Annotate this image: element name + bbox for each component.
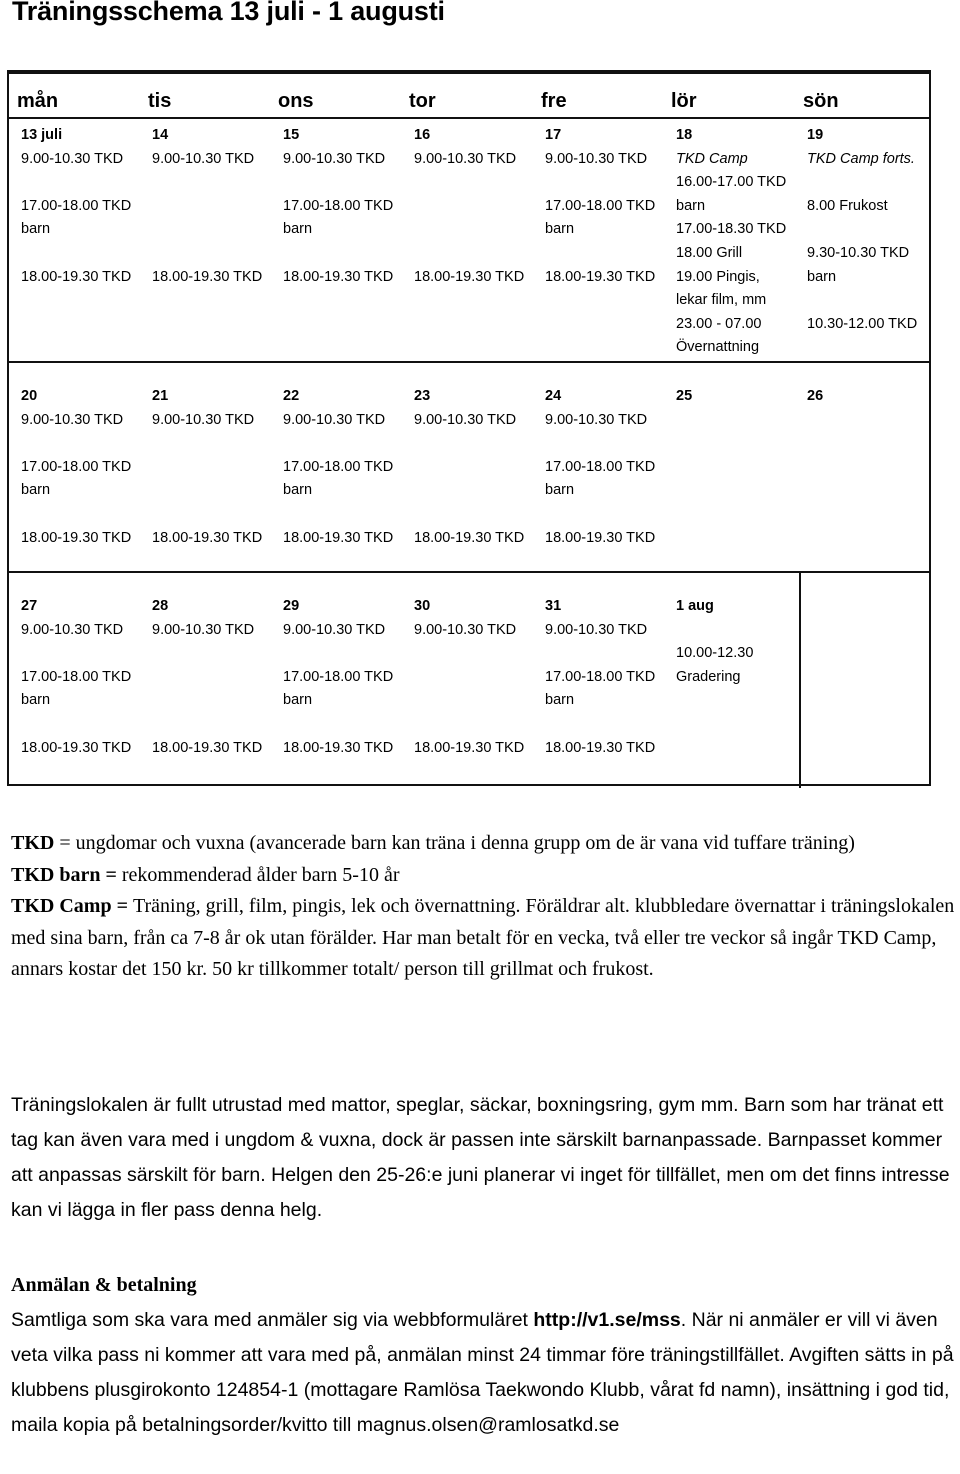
day-header-sat: lör xyxy=(671,90,697,112)
session-line xyxy=(152,195,262,219)
session-line: barn xyxy=(676,197,706,214)
session-line xyxy=(807,289,917,313)
session-line: 18.00-19.30 TKD xyxy=(152,529,263,546)
day-date: 20 xyxy=(21,388,38,404)
session-line: barn xyxy=(545,221,575,238)
session-line xyxy=(21,503,131,527)
session-line xyxy=(283,171,393,195)
session-line: 9.00-10.30 TKD xyxy=(152,411,255,428)
session-line xyxy=(152,432,262,456)
week-divider xyxy=(9,571,929,573)
legend-camp xyxy=(11,891,956,986)
day-cell xyxy=(545,124,655,289)
session-line xyxy=(152,689,262,713)
day-cell xyxy=(152,595,262,760)
session-line xyxy=(414,713,524,737)
session-line xyxy=(152,642,262,666)
day-cell xyxy=(545,595,655,760)
session-line: TKD Camp xyxy=(676,150,748,167)
session-line xyxy=(414,642,524,666)
day-cell xyxy=(414,124,524,289)
day-cell xyxy=(676,385,692,409)
day-cell xyxy=(807,385,823,409)
session-line: 9.00-10.30 TKD xyxy=(283,621,386,638)
day-date: 29 xyxy=(283,598,300,614)
legend-tkd-def: = ungdomar och vuxna (avancerade barn kan träna i denna grupp om de är vana vid tuffare träning) xyxy=(54,832,855,854)
legend-tkd-term: TKD xyxy=(11,832,55,854)
session-line: 10.30-12.00 TKD xyxy=(807,315,918,332)
session-line: 9.00-10.30 TKD xyxy=(152,150,255,167)
day-date: 18 xyxy=(676,127,693,143)
registration-info xyxy=(11,1303,956,1443)
session-line xyxy=(152,503,262,527)
session-line: 17.00-18.30 TKD xyxy=(676,221,787,238)
session-line xyxy=(414,479,524,503)
session-line: barn xyxy=(545,692,575,709)
registration-heading: Anmälan & betalning xyxy=(11,1274,197,1296)
session-line: 9.00-10.30 TKD xyxy=(283,411,386,428)
session-line: 9.00-10.30 TKD xyxy=(545,150,648,167)
session-line xyxy=(152,456,262,480)
session-line xyxy=(807,171,917,195)
day-cell xyxy=(414,385,524,550)
session-line: 8.00 Frukost xyxy=(807,197,888,214)
session-line xyxy=(283,713,393,737)
session-line xyxy=(414,689,524,713)
session-line: 17.00-18.00 TKD xyxy=(21,458,132,475)
header-divider xyxy=(9,117,929,119)
registration-text-before: Samtliga som ska vara med anmäler sig via webbformuläret xyxy=(11,1309,534,1331)
session-line: lekar film, mm xyxy=(676,292,767,309)
day-cell xyxy=(21,124,131,289)
schedule-table xyxy=(7,70,931,786)
day-date: 31 xyxy=(545,598,562,614)
day-cell xyxy=(545,385,655,550)
registration-link[interactable]: http://v1.se/mss xyxy=(533,1309,681,1331)
session-line xyxy=(283,642,393,666)
day-cell xyxy=(676,595,753,689)
legend-camp-term: TKD Camp = xyxy=(11,895,133,917)
session-line xyxy=(21,432,131,456)
session-line xyxy=(545,642,655,666)
legend-barn-def: rekommenderad ålder barn 5-10 år xyxy=(121,863,400,886)
session-line: 9.00-10.30 TKD xyxy=(414,621,517,638)
day-date: 22 xyxy=(283,388,300,404)
session-line: 9.00-10.30 TKD xyxy=(21,150,124,167)
session-line xyxy=(676,619,753,643)
session-line xyxy=(414,503,524,527)
day-date: 14 xyxy=(152,127,169,143)
session-line: 9.30-10.30 TKD xyxy=(807,244,910,261)
day-date: 15 xyxy=(283,127,300,143)
session-line: 18.00-19.30 TKD xyxy=(414,739,525,756)
session-line: Övernattning xyxy=(676,339,760,356)
legend-barn xyxy=(11,860,956,892)
session-line xyxy=(152,479,262,503)
day-cell xyxy=(676,124,786,360)
session-line: 18.00-19.30 TKD xyxy=(21,529,132,546)
session-line: barn xyxy=(283,692,313,709)
session-line xyxy=(545,432,655,456)
registration-text xyxy=(11,1303,956,1443)
session-line: barn xyxy=(283,482,313,499)
registration-text-after: . När ni anmäler er vill vi även veta vilka pass ni kommer att vara med på, anmälan minst 24 timmar före träningstillfället. Avgiften sätts in på klubbens plusgirokonto 124854-1 (mottagare Ramlösa Taekwondo Klubb, vårat fd namn), insättning i god tid, maila kopia på betalningsorder/kvitto till magnus.olsen@ramlosatkd.se xyxy=(11,1309,954,1436)
session-line: 9.00-10.30 TKD xyxy=(21,411,124,428)
day-date: 17 xyxy=(545,127,562,143)
day-date: 30 xyxy=(414,598,431,614)
day-header-thu: tor xyxy=(409,90,436,112)
session-line: 17.00-18.00 TKD xyxy=(283,458,394,475)
session-line: 18.00-19.30 TKD xyxy=(21,268,132,285)
session-line xyxy=(283,432,393,456)
session-line xyxy=(152,713,262,737)
day-cell xyxy=(283,385,393,550)
day-header-mon: mån xyxy=(17,90,59,112)
session-line xyxy=(545,242,655,266)
day-date: 16 xyxy=(414,127,431,143)
session-line: barn xyxy=(21,482,51,499)
session-line: 17.00-18.00 TKD xyxy=(545,458,656,475)
session-line xyxy=(414,195,524,219)
session-line: 17.00-18.00 TKD xyxy=(21,197,132,214)
session-line xyxy=(414,432,524,456)
session-line xyxy=(152,242,262,266)
session-line: 18.00-19.30 TKD xyxy=(545,739,656,756)
session-line: barn xyxy=(545,482,575,499)
day-date: 19 xyxy=(807,127,824,143)
session-line: barn xyxy=(21,221,51,238)
session-line: 18.00-19.30 TKD xyxy=(545,268,656,285)
session-line: 9.00-10.30 TKD xyxy=(21,621,124,638)
session-line: 18.00-19.30 TKD xyxy=(283,529,394,546)
session-line: 9.00-10.30 TKD xyxy=(414,411,517,428)
session-line: 18.00-19.30 TKD xyxy=(152,268,263,285)
session-line: 17.00-18.00 TKD xyxy=(545,668,656,685)
session-line xyxy=(21,242,131,266)
session-line: 10.00-12.30 xyxy=(676,645,754,662)
session-line: 18.00-19.30 TKD xyxy=(283,739,394,756)
session-line: 18.00-19.30 TKD xyxy=(283,268,394,285)
session-line: 17.00-18.00 TKD xyxy=(21,668,132,685)
session-line: 9.00-10.30 TKD xyxy=(414,150,517,167)
cell-divider xyxy=(799,571,801,788)
legend-barn-term: TKD barn = xyxy=(11,863,122,886)
session-line xyxy=(545,503,655,527)
day-cell xyxy=(283,124,393,289)
session-line: 9.00-10.30 TKD xyxy=(283,150,386,167)
day-header-fri: fre xyxy=(541,90,567,112)
day-header-sun: sön xyxy=(803,90,839,112)
session-line: 17.00-18.00 TKD xyxy=(545,197,656,214)
session-line xyxy=(21,171,131,195)
day-date: 26 xyxy=(807,388,824,404)
session-line: 9.00-10.30 TKD xyxy=(152,621,255,638)
page-title: Träningsschema 13 juli - 1 augusti xyxy=(12,0,445,26)
session-line xyxy=(21,642,131,666)
day-date: 27 xyxy=(21,598,38,614)
legend-tkd xyxy=(11,828,956,860)
session-line: 9.00-10.30 TKD xyxy=(545,411,648,428)
session-line xyxy=(545,713,655,737)
day-cell xyxy=(807,124,917,336)
session-line: 17.00-18.00 TKD xyxy=(283,668,394,685)
day-date: 13 juli xyxy=(21,127,63,143)
session-line xyxy=(283,242,393,266)
session-line xyxy=(414,666,524,690)
session-line: barn xyxy=(21,692,51,709)
day-date: 21 xyxy=(152,388,169,404)
session-line: TKD Camp forts. xyxy=(807,150,915,167)
session-line xyxy=(152,218,262,242)
day-cell xyxy=(152,385,262,550)
session-line xyxy=(807,218,917,242)
session-line: 16.00-17.00 TKD xyxy=(676,174,787,191)
day-cell xyxy=(21,595,131,760)
day-date: 24 xyxy=(545,388,562,404)
day-date: 1 aug xyxy=(676,598,714,614)
session-line: 17.00-18.00 TKD xyxy=(283,197,394,214)
session-line: barn xyxy=(283,221,313,238)
day-date: 23 xyxy=(414,388,431,404)
facility-info xyxy=(11,1088,956,1228)
session-line: 23.00 - 07.00 xyxy=(676,315,762,332)
day-cell xyxy=(152,124,262,289)
session-line xyxy=(152,171,262,195)
session-line xyxy=(414,456,524,480)
session-line: 18.00-19.30 TKD xyxy=(414,529,525,546)
session-line xyxy=(414,218,524,242)
day-cell xyxy=(414,595,524,760)
session-line: barn xyxy=(807,268,837,285)
day-date: 25 xyxy=(676,388,693,404)
session-line: 19.00 Pingis, xyxy=(676,268,760,285)
session-line xyxy=(414,171,524,195)
session-line: 18.00-19.30 TKD xyxy=(21,739,132,756)
session-line xyxy=(414,242,524,266)
session-line xyxy=(152,666,262,690)
session-line xyxy=(545,171,655,195)
day-cell xyxy=(21,385,131,550)
day-cell xyxy=(283,595,393,760)
legend xyxy=(11,828,956,986)
legend-camp-def: Träning, grill, film, pingis, lek och övernattning. Föräldrar alt. klubbledare övernattar i träningslokalen med sina barn, från ca 7-8 år ok utan förälder. Har man betalt för en vecka, två eller tre veckor så ingår TKD Camp, annars kostar det 150 kr. 50 kr tillkommer totalt/ person till grillmat och frukost. xyxy=(11,895,955,980)
day-header-tue: tis xyxy=(148,90,172,112)
session-line: Gradering xyxy=(676,668,741,685)
day-header-wed: ons xyxy=(278,90,314,112)
week-divider xyxy=(9,361,929,363)
session-line xyxy=(283,503,393,527)
session-line: 18.00-19.30 TKD xyxy=(545,529,656,546)
session-line: 18.00-19.30 TKD xyxy=(414,268,525,285)
facility-info-text: Träningslokalen är fullt utrustad med mattor, speglar, säckar, boxningsring, gym mm. Barn som har tränat ett tag kan även vara med i ungdom & vuxna, dock är passen inte särskilt barnanpassade. Barnpasset kommer att anpassas särskilt för barn. Helgen den 25-26:e juni planerar vi inget för tillfället, men om det finns intresse kan vi lägga in fler pass denna helg. xyxy=(11,1094,950,1221)
session-line: 18.00 Grill xyxy=(676,244,743,261)
session-line: 9.00-10.30 TKD xyxy=(545,621,648,638)
session-line xyxy=(21,713,131,737)
session-line: 18.00-19.30 TKD xyxy=(152,739,263,756)
day-date: 28 xyxy=(152,598,169,614)
